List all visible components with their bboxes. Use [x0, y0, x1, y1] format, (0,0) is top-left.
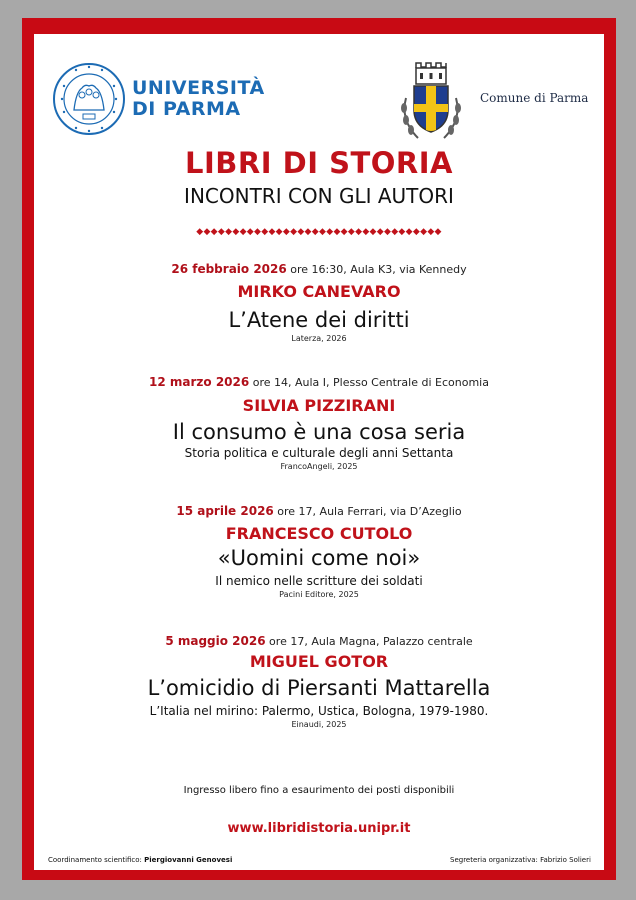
poster-title: LIBRI DI STORIA [185, 146, 453, 180]
event-2-date: 12 marzo 2026 [149, 375, 250, 389]
website-link[interactable]: www.libridistoria.unipr.it [227, 821, 411, 836]
footer-organizational-secretariat: Segreteria organizzativa: Fabrizio Solieri [450, 856, 591, 864]
footer-coordinator-name: Piergiovanni Genovesi [144, 856, 233, 864]
event-4-date: 5 maggio 2026 [165, 634, 266, 648]
poster-subtitle: INCONTRI CON GLI AUTORI [184, 184, 454, 208]
event-2-author: SILVIA PIZZIRANI [242, 396, 396, 415]
event-3-author: FRANCESCO CUTOLO [225, 524, 413, 543]
university-name [132, 78, 265, 120]
footer-coordination-label: Coordinamento scientifico: [48, 856, 145, 864]
free-entry-note: Ingresso libero fino a esaurimento dei posti disponibili [183, 785, 455, 796]
comune-crest-icon [394, 58, 468, 148]
event-3-publisher: Pacini Editore, 2025 [279, 590, 359, 599]
event-2-publisher: FrancoAngeli, 2025 [280, 462, 358, 471]
event-3-book-title: «Uomini come noi» [217, 546, 421, 570]
event-3-details: ore 17, Aula Ferrari, via D’Azeglio [273, 505, 462, 518]
event-4-details: ore 17, Aula Magna, Palazzo centrale [265, 635, 473, 648]
event-3-book-subtitle: Il nemico nelle scritture dei soldati [215, 574, 423, 588]
poster-panel [34, 34, 604, 870]
event-2-book-subtitle: Storia politica e culturale degli anni Settanta [184, 446, 454, 460]
university-name-line1: UNIVERSITÀ [132, 77, 265, 99]
event-2-book-title: Il consumo è una cosa seria [172, 420, 466, 444]
event-1-book-title: L’Atene dei diritti [228, 308, 410, 332]
event-1-date-line [34, 262, 604, 276]
event-3-date-line [34, 504, 604, 518]
event-4-book-title: L’omicidio di Piersanti Mattarella [147, 676, 491, 700]
event-2-details: ore 14, Aula I, Plesso Centrale di Economia [249, 376, 489, 389]
event-1-author: MIRKO CANEVARO [237, 282, 401, 301]
university-seal-icon [52, 62, 126, 136]
event-2-date-line [34, 375, 604, 389]
event-4-book-subtitle: L’Italia nel mirino: Palermo, Ustica, Bologna, 1979-1980. [149, 704, 489, 718]
event-4-author: MIGUEL GOTOR [249, 652, 389, 671]
event-4-publisher: Einaudi, 2025 [291, 720, 347, 729]
footer-scientific-coordination [48, 856, 232, 864]
university-name-line2: DI PARMA [132, 98, 241, 120]
comune-name: Comune di Parma [480, 91, 589, 105]
event-1-date: 26 febbraio 2026 [171, 262, 287, 276]
event-4-date-line [34, 634, 604, 648]
event-1-details: ore 16:30, Aula K3, via Kennedy [286, 263, 467, 276]
event-1-publisher: Laterza, 2026 [291, 334, 347, 343]
event-3-date: 15 aprile 2026 [176, 504, 274, 518]
diamond-separator: ◆◆◆◆◆◆◆◆◆◆◆◆◆◆◆◆◆◆◆◆◆◆◆◆◆◆◆◆◆◆◆◆◆◆ [196, 227, 442, 237]
